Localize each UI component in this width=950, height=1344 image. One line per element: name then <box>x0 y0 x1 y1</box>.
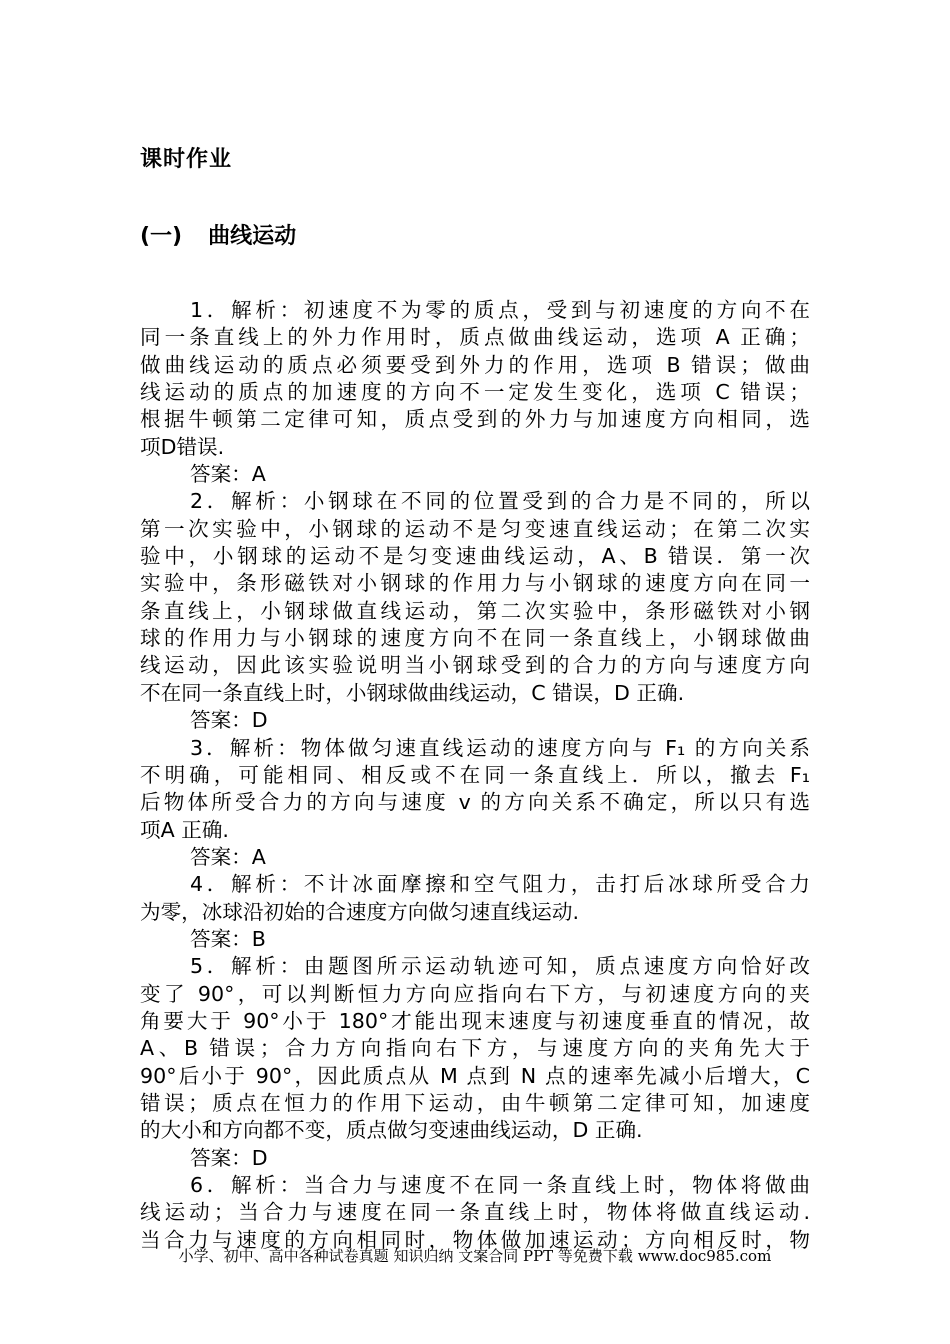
text-line: 的大小和方向都不变，质点做匀变速曲线运动，D 正确. <box>140 1118 643 1143</box>
text-line: 项D错误. <box>140 434 225 459</box>
section-heading <box>140 219 296 250</box>
answer-body <box>140 297 810 1254</box>
text-line: 做曲线运动的质点必须要受到外力的作用，选项 B 错误；做曲 <box>140 352 810 377</box>
text-line: 条直线上，小钢球做直线运动，第二次实验中，条形磁铁对小钢 <box>140 598 810 623</box>
text-line: 验中，小钢球的运动不是匀变速曲线运动，A、B 错误．第一次 <box>140 544 810 569</box>
footer-ad: 小学、初中、高中各种试卷真题 知识归纳 文案合同 PPT 等免费下载 www.doc985.com <box>178 1247 772 1265</box>
text-line: 第一次实验中，小钢球的运动不是匀变速直线运动；在第二次实 <box>140 516 810 541</box>
text-line: 5．解析：由题图所示运动轨迹可知，质点速度方向恰好改 <box>190 954 810 979</box>
text-line: 线运动；当合力与速度在同一条直线上时，物体将做直线运动. <box>140 1200 810 1225</box>
section-title: 曲线运动 <box>208 224 297 249</box>
text-line: 不明确，可能相同、相反或不在同一条直线上．所以，撤去 F₁ <box>140 762 810 787</box>
answer-line: 答案：D <box>190 1145 268 1170</box>
text-line: 为零，冰球沿初始的合速度方向做匀速直线运动. <box>140 899 580 924</box>
text-line: A、B 错误；合力方向指向右下方，与速度方向的夹角先大于 <box>140 1036 810 1061</box>
answer-line: 答案：A <box>190 462 266 487</box>
text-line: 线运动的质点的加速度的方向不一定发生变化，选项 C 错误； <box>140 380 810 405</box>
text-line: 球的作用力与小钢球的速度方向不在同一条直线上，小钢球做曲 <box>140 626 810 651</box>
page-heading: 课时作业 <box>140 147 233 172</box>
answer-line: 答案：B <box>190 926 266 951</box>
text-line: 3．解析：物体做匀速直线运动的速度方向与 F₁ 的方向关系 <box>190 735 810 760</box>
text-line: 角要大于 90°小于 180°才能出现末速度与初速度垂直的情况，故 <box>140 1008 810 1033</box>
text-line: 项A 正确. <box>140 817 229 842</box>
text-line: 错误；质点在恒力的作用下运动，由牛顿第二定律可知，加速度 <box>140 1090 810 1115</box>
text-line: 90°后小于 90°，因此质点从 M 点到 N 点的速率先减小后增大，C <box>140 1063 810 1088</box>
text-line: 4．解析：不计冰面摩擦和空气阻力，击打后冰球所受合力 <box>190 872 810 897</box>
text-line: 6．解析：当合力与速度不在同一条直线上时，物体将做曲 <box>190 1173 810 1197</box>
text-line: 不在同一条直线上时，小钢球做曲线运动，C 错误，D 正确. <box>140 680 685 705</box>
text-line: 后物体所受合力的方向与速度 v 的方向关系不确定，所以只有选 <box>140 790 810 815</box>
text-line: 根据牛顿第二定律可知，质点受到的外力与加速度方向相同，选 <box>140 407 810 432</box>
text-line: 1．解析：初速度不为零的质点，受到与初速度的方向不在 <box>190 298 810 322</box>
section-label: (一) <box>140 224 183 249</box>
answer-line: 答案：A <box>190 844 266 869</box>
text-line: 2．解析：小钢球在不同的位置受到的合力是不同的，所以 <box>190 489 810 514</box>
text-line: 实验中，条形磁铁对小钢球的作用力与小钢球的速度方向在同一 <box>140 571 810 596</box>
answer-line: 答案：D <box>190 708 268 733</box>
text-line: 线运动，因此该实验说明当小钢球受到的合力的方向与速度方向 <box>140 653 810 678</box>
text-line: 变了 90°，可以判断恒力方向应指向右下方，与初速度方向的夹 <box>140 981 810 1006</box>
text-line: 当合力与速度的方向相同时，物体做加速运动；方向相反时，物 <box>140 1227 810 1252</box>
text-line: 同一条直线上的外力作用时，质点做曲线运动，选项 A 正确； <box>140 325 810 350</box>
